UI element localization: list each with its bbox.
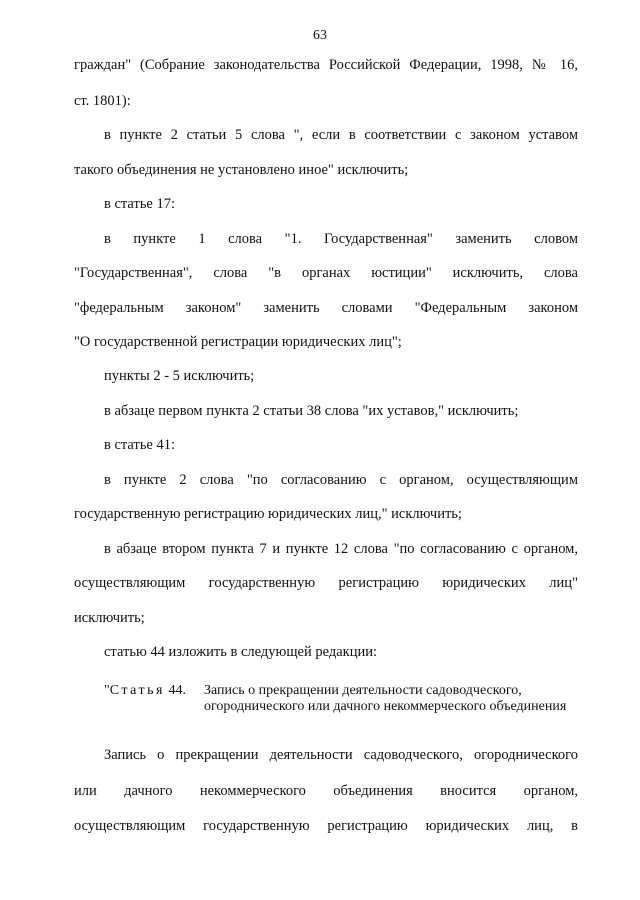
text-line: в абзаце втором пункта 7 и пункте 12 слова "по согласованию с органом, [104, 541, 578, 557]
text-line: "О государственной регистрации юридических лиц"; [74, 334, 402, 350]
quote-mark: " [104, 683, 110, 698]
text-line: государственную регистрацию юридических лиц," исключить; [74, 506, 462, 522]
text-line: в абзаце первом пункта 2 статьи 38 слова "их уставов," исключить; [104, 403, 519, 419]
text-line: в пункте 1 слова "1. Государственная" заменить словом [104, 231, 578, 247]
text-line: граждан" (Собрание законодательства Российской Федерации, 1998, № 16, [74, 57, 578, 73]
text-line: осуществляющим государственную регистрацию юридических лиц" [74, 575, 578, 591]
text-line: пункты 2 - 5 исключить; [104, 368, 255, 384]
text-line: исключить; [74, 610, 145, 626]
article-label [104, 683, 186, 699]
text-line: статью 44 изложить в следующей редакции: [104, 644, 378, 660]
text-line: "федеральным законом" заменить словами "Федеральным законом [74, 300, 578, 316]
text-line: такого объединения не установлено иное" исключить; [74, 162, 409, 178]
text-line: или дачного некоммерческого объединения вносится органом, [74, 783, 578, 799]
text-line: ст. 1801): [74, 93, 131, 109]
text-line: осуществляющим государственную регистрацию юридических лиц, в [74, 818, 578, 834]
article-title: Запись о прекращении деятельности садоводческого, огороднического или дачного некоммерческого объединения [204, 683, 567, 714]
article-number: 44. [164, 683, 186, 698]
text-line: в статье 17: [104, 196, 176, 212]
text-line: в статье 41: [104, 437, 176, 453]
text-line: Запись о прекращении деятельности садоводческого, огороднического [104, 747, 578, 763]
text-line: "Государственная", слова "в органах юстиции" исключить, слова [74, 265, 578, 281]
article-word: Статья [109, 683, 165, 698]
text-line: в пункте 2 статьи 5 слова ", если в соответствии с законом уставом [104, 127, 578, 143]
page-number: 63 [313, 28, 327, 43]
text-line: в пункте 2 слова "по согласованию с органом, осуществляющим [104, 472, 578, 488]
